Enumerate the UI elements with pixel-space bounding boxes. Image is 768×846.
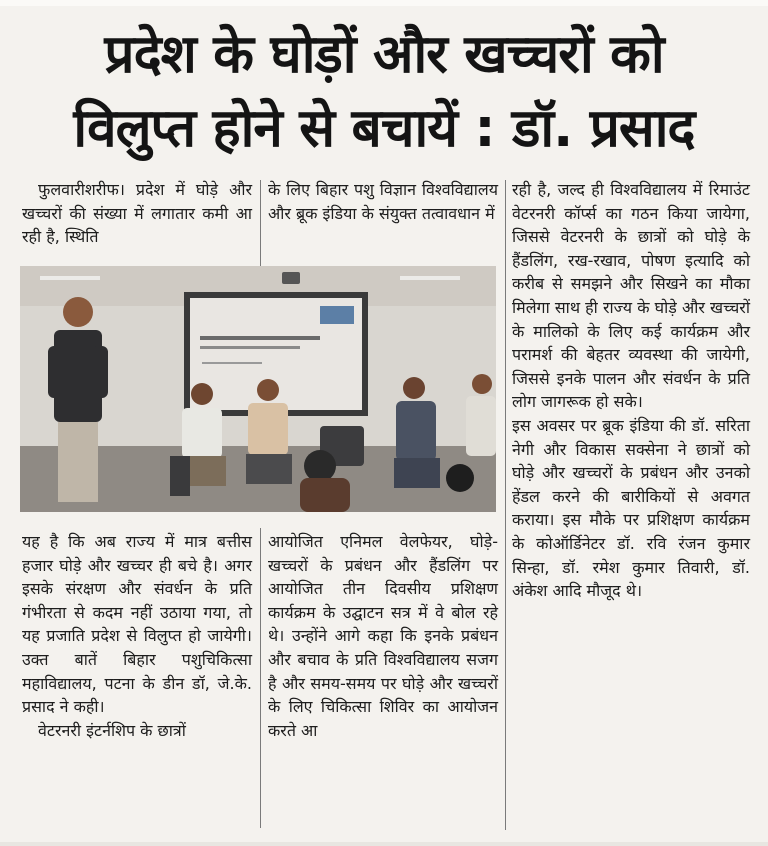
- column-1-top: [22, 178, 252, 249]
- paragraph: इस अवसर पर ब्रूक इंडिया की डॉ. सरिता नेगी और विकास सक्सेना ने छात्रों को घोड़े और खच्चरों के प्रबंधन और उनको हेंडल करने की बारीकियों से अवगत कराया। इस मौके पर प्रशिक्षण कार्यक्रम के कोऑर्डिनेटर डॉ. रवि रंजन कुमार सिन्हा, डॉ. रमेश कुमार तिवारी, डॉ. अंकेश आदि मौजूद थे।: [512, 415, 750, 601]
- column-2-top: [268, 178, 498, 225]
- paragraph: वेटरनरी इंटर्नशिप के छात्रों: [38, 720, 186, 740]
- column-separator: [260, 528, 261, 828]
- paragraph: आयोजित एनिमल वेलफेयर, घोड़े-खच्चरों के प्रबंधन और हैंडलिंग पर आयोजित तीन दिवसीय प्रशिक्षण कार्यक्रम के उद्घाटन सत्र में वे बोल रहे थे। उन्होंने आगे कहा कि इनके प्रबंधन और बचाव के प्रति विश्वविद्यालय सजग है और समय-समय पर घोड़े और खच्चरों के लिए चिकित्सा शिविर का आयोजन करते आ: [268, 532, 498, 740]
- column-separator: [260, 180, 261, 266]
- column-3: [512, 178, 750, 603]
- headline-line-2: विलुप्त होने से बचायें : डॉ. प्रसाद: [73, 98, 695, 159]
- paragraph: यह है कि अब राज्य में मात्र बत्तीस हजार घोड़े और खच्चर ही बचे है। अगर इसके संरक्षण और संवर्धन के प्रति गंभीरता से कदम नहीं उठाया गया, तो यह प्रजाति प्रदेश से विलुप्त हो जायेगी। उक्त बातें बिहार पशुचिकित्सा महाविद्यालय, पटना के डीन डॉ, जे.के. प्रसाद ने कही।: [22, 532, 252, 717]
- top-edge: [0, 0, 768, 6]
- paragraph: फुलवारीशरीफ। प्रदेश में घोड़े और खच्चरों की संख्या में लगातार कमी आ रही है, स्थिति: [22, 180, 252, 247]
- paragraph: के लिए बिहार पशु विज्ञान विश्वविद्यालय और ब्रूक इंडिया के संयुक्त तत्वावधान में: [268, 180, 498, 223]
- event-photo-icon: [20, 266, 496, 512]
- column-separator: [505, 180, 506, 830]
- paragraph: रही है, जल्द ही विश्वविद्यालय में रिमाउंट वेटरनरी कॉर्प्स का गठन किया जायेगा, जिससे वेटरनरी के छात्रों को घोड़े के हैंडलिंग, रख-रखाव, पोषण इत्यादि को करीब से समझने और सिखने का मौका मिलेगा साथ ही राज्य के घोड़े और खच्चरों के मालिको के लिए कई कार्यक्रम और परामर्श की बेहतर व्यवस्था की जायेगी, जिससे इनके पालन और संवर्धन के प्रति लोग जागरूक हो सके।: [512, 180, 750, 412]
- headline-line-1: प्रदेश के घोड़ों और खच्चरों को: [104, 24, 664, 85]
- bottom-edge: [0, 842, 768, 846]
- event-photo: [20, 266, 496, 512]
- column-1-bottom: [22, 530, 252, 742]
- headline: [0, 18, 768, 166]
- column-2-bottom: [268, 530, 498, 742]
